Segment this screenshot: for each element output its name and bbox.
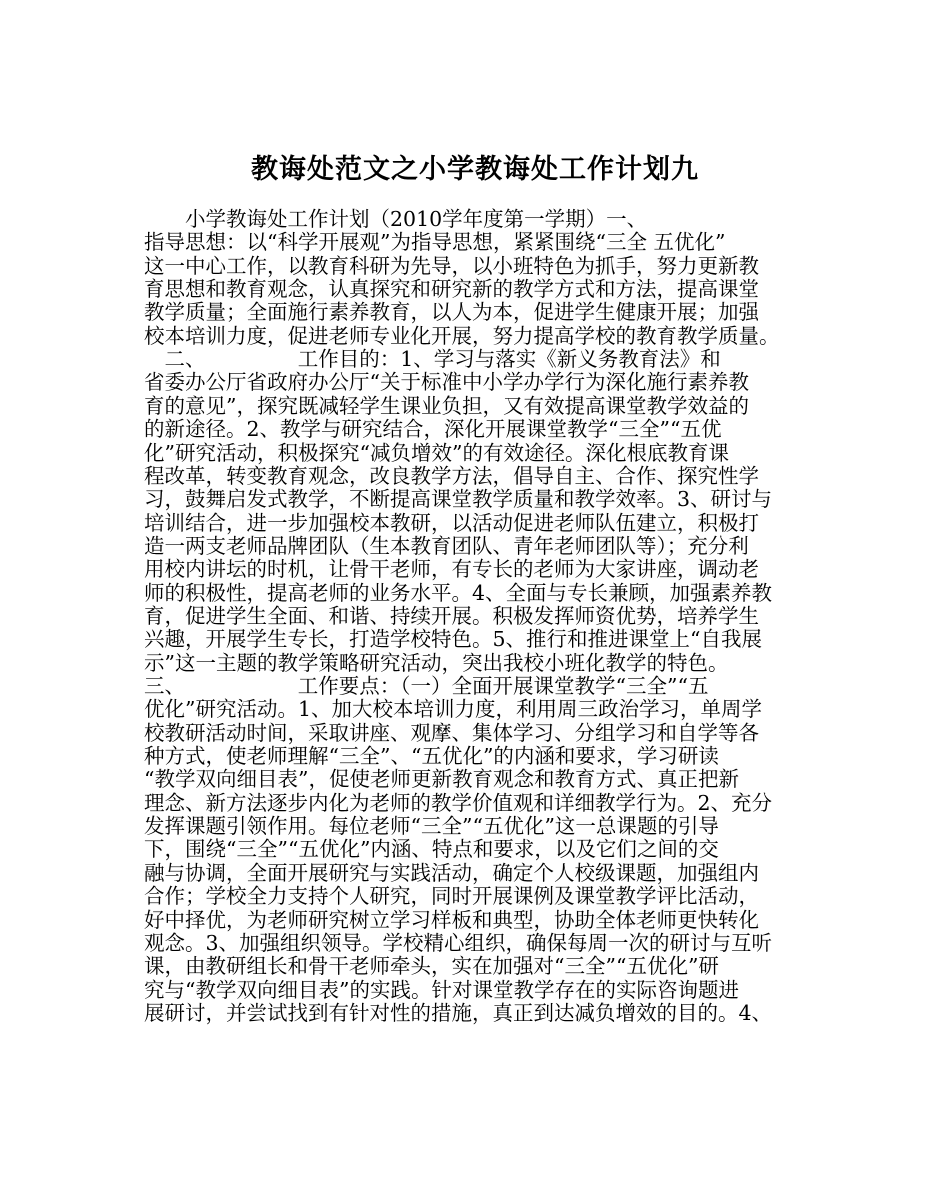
body-line: 优化”研究活动。1、加大校本培训力度，利用周三政治学习，单周学 [144,697,763,722]
body-line: 示”这一主题的教学策略研究活动，突出我校小班化教学的特色。 [144,650,729,675]
body-line: 二、 工作目的：1、学习与落实《新义务教育法》和 [144,347,721,372]
body-line: 育思想和教育观念，认真探究和研究新的教学方式和方法，提高课堂 [144,277,759,302]
body-line: 这一中心工作，以教育科研为先导，以小班特色为抓手，努力更新教 [144,253,759,278]
document-title: 教诲处范文之小学教诲处工作计划九 [251,154,699,186]
body-line: 培训结合，进一步加强校本教研，以活动促进老师队伍建立，积极打 [144,510,759,535]
body-line: 育，促进学生全面、和谐、持续开展。积极发挥师资优势，培养学生 [144,603,759,628]
body-line: 下，围绕“三全”“五优化”内涵、特点和要求，以及它们之间的交 [144,837,719,862]
body-line: 种方式，使老师理解“三全”、“五优化”的内涵和要求，学习研读 [144,744,719,769]
body-line: 省委办公厅省政府办公厅“关于标准中小学办学行为深化施行素养教 [144,370,749,395]
body-line: 展研讨，并尝试找到有针对性的措施，真正到达减负增效的目的。4、 [144,1000,773,1025]
body-line: 教学质量；全面施行素养教育，以人为本，促进学生健康开展；加强 [144,300,759,325]
body-line: 兴趣，开展学生专长，打造学校特色。5、推行和推进课堂上“自我展 [144,627,763,652]
body-line: 用校内讲坛的时机，让骨干老师，有专长的老师为大家讲座，调动老 [144,557,759,582]
body-line: 课，由教研组长和骨干老师牵头，实在加强对“三全”“五优化”研 [144,954,719,979]
body-line: 造一两支老师品牌团队（生本教育团队、青年老师团队等）；充分利 [144,533,749,558]
body-line: 三、 工作要点：（一）全面开展课堂教学“三全”“五 [144,674,709,698]
body-line: 小学教诲处工作计划（2010学年度第一学期）一、 [144,207,648,231]
body-line: 习，鼓舞启发式教学，不断提高课堂教学质量和教学效率。3、研讨与 [144,487,773,512]
body-line: “教学双向细目表”，促使老师更新教育观念和教育方式、真正把新 [144,767,739,792]
body-line: 的新途径。2、教学与研究结合，深化开展课堂教学“三全”“五优 [144,417,722,442]
body-line: 好中择优，为老师研究树立学习样板和典型，协助全体老师更快转化 [144,907,759,932]
body-line: 发挥课题引领作用。每位老师“三全”“五优化”这一总课题的引导 [144,814,719,839]
body-line: 校本培训力度，促进老师专业化开展，努力提高学校的教育教学质量。 [144,323,780,348]
body-line: 校教研活动时间，采取讲座、观摩、集体学习、分组学习和自学等各 [144,720,759,745]
body-line: 究与“教学双向细目表”的实践。针对课堂教学存在的实际咨询题进 [144,977,739,1002]
body-line: 程改革，转变教育观念，改良教学方法，倡导自主、合作、探究性学 [144,463,759,488]
body-line: 师的积极性，提高老师的业务水平。4、全面与专长兼顾，加强素养教 [144,580,773,605]
body-line: 融与协调，全面开展研究与实践活动，确定个人校级课题，加强组内 [144,860,759,885]
body-line: 化”研究活动，积极探究“减负增效”的有效途径。深化根底教育课 [144,440,729,465]
body-line: 理念、新方法逐步内化为老师的教学价值观和详细教学行为。2、充分 [144,790,773,815]
body-line: 育的意见”，探究既减轻学生课业负担，又有效提高课堂教学效益的 [144,393,749,418]
body-line: 合作；学校全力支持个人研究，同时开展课例及课堂教学评比活动， [144,884,759,909]
body-line: 观念。3、加强组织领导。学校精心组织，确保每周一次的研讨与互听 [144,930,773,955]
body-line: 指导思想：以“科学开展观”为指导思想，紧紧围绕“三全 五优化” [144,230,726,255]
